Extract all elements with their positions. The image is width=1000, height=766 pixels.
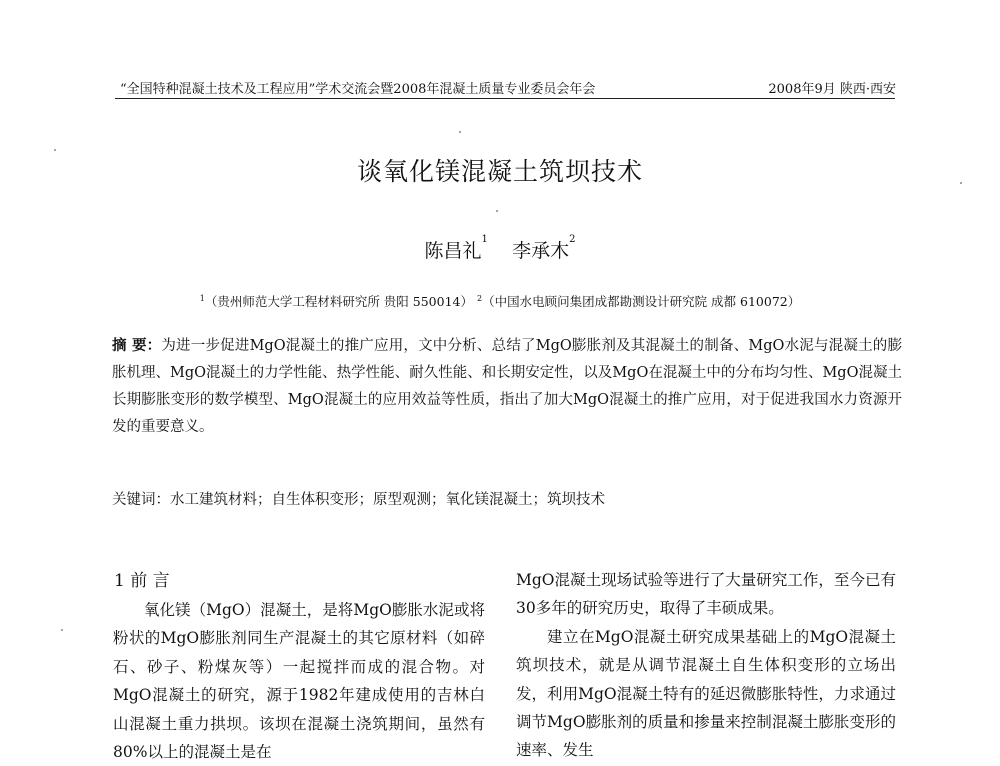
date-place: 2008年9月 陕西·西安 xyxy=(768,82,896,97)
body-paragraph: 建立在MgO混凝土研究成果基础上的MgO混凝土筑坝技术，就是从调节混凝土自生体积变形的立场出发，利用MgO混凝土特有的延迟微膨胀特性，力求通过调节MgO膨胀剂的质量和掺量来控制混凝土膨胀变形的速率、发生 xyxy=(516,627,896,760)
author-name: 李承木 xyxy=(512,240,570,262)
scan-speck xyxy=(459,131,461,133)
running-header xyxy=(120,78,896,97)
abstract xyxy=(112,332,902,441)
section-heading: 1 前 言 xyxy=(114,571,170,591)
scan-speck xyxy=(496,210,498,212)
header-rule xyxy=(115,98,895,99)
abstract-text: 为进一步促进MgO混凝土的推广应用，文中分析、总结了MgO膨胀剂及其混凝土的制备、MgO水泥与混凝土的膨胀机理、MgO混凝土的力学性能、热学性能、耐久性能、和长期安定性，以及MgO在混凝土中的分布均匀性、MgO混凝土长期膨胀变形的数学模型、MgO混凝土的应用效益等性质，指出了加大MgO混凝土的推广应用，对于促进我国水力资源开发的重要意义。 xyxy=(112,338,902,435)
scan-speck xyxy=(960,182,962,184)
keywords xyxy=(112,488,902,509)
scan-speck xyxy=(61,629,63,631)
affiliation-mark: 2 xyxy=(476,293,483,303)
paper-title: 谈氧化镁混凝土筑坝技术 xyxy=(356,157,643,186)
scan-speck xyxy=(54,149,56,151)
author-mark: 1 xyxy=(481,234,488,245)
affiliations xyxy=(0,292,1000,310)
keywords-text: 水工建筑材料；自生体积变形；原型观测；氧化镁混凝土；筑坝技术 xyxy=(170,492,605,508)
affiliation-text: （中国水电顾问集团成都勘测设计研究院 成都 610072） xyxy=(482,294,801,309)
body-left-column: 氧化镁（MgO）混凝土，是将MgO膨胀水泥或将粉状的MgO膨胀剂同生产混凝土的其它原材料（如碎石、砂子、粉煤灰等）一起搅拌而成的混合物。对MgO混凝土的研究，源于1982年建成使用的吉林白山混凝土重力拱坝。该坝在混凝土浇筑期间，虽然有80%以上的混凝土是在 xyxy=(113,601,485,762)
body-paragraph: MgO混凝土现场试验等进行了大量研究工作，至今已有30多年的研究历史，取得了丰硕成果。 xyxy=(516,571,896,618)
affiliation-mark: 1 xyxy=(199,293,205,303)
conference-name: “全国特种混凝土技术及工程应用”学术交流会暨2008年混凝土质量专业委员会年会 xyxy=(120,82,596,97)
keywords-label: 关键词： xyxy=(112,492,170,508)
author-mark: 2 xyxy=(569,234,576,245)
affiliation-text: （贵州师范大学工程材料研究所 贵阳 550014） xyxy=(204,294,473,309)
author-name: 陈昌礼 xyxy=(424,240,482,262)
body-right-column xyxy=(516,566,896,765)
author-list xyxy=(0,236,1000,263)
abstract-label: 摘 要： xyxy=(112,337,162,354)
